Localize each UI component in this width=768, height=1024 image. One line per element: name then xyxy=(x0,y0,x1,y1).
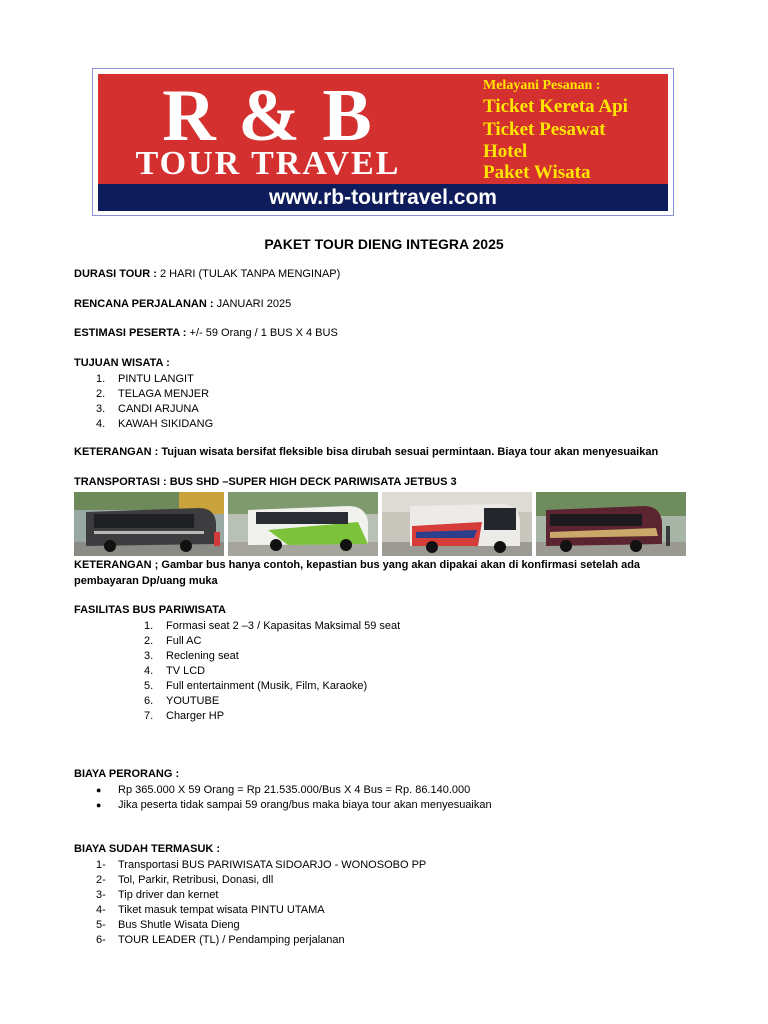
list-item: 1. PINTU LANGIT xyxy=(96,373,194,385)
website-url: www.rb-tourtravel.com xyxy=(269,186,497,209)
estimasi-value: +/- 59 Orang / 1 BUS X 4 BUS xyxy=(189,327,338,339)
list-item: 3- Tip driver dan kernet xyxy=(96,889,219,901)
estimasi-line xyxy=(74,327,338,339)
list-item: 5. Full entertainment (Musik, Film, Karaoke) xyxy=(144,680,368,692)
tujuan-heading: TUJUAN WISATA : xyxy=(74,357,170,369)
list-item: 2. TELAGA MENJER xyxy=(96,388,210,400)
list-item: 5- Bus Shutle Wisata Dieng xyxy=(96,919,240,931)
service-flight-ticket: Ticket Pesawat xyxy=(483,119,606,140)
services-heading: Melayani Pesanan : xyxy=(483,78,601,93)
termasuk-list xyxy=(96,858,426,948)
biaya-heading: BIAYA PERORANG : xyxy=(74,768,180,780)
list-item: 4- Tiket masuk tempat wisata PINTU UTAMA xyxy=(96,904,325,916)
list-item: 1- Transportasi BUS PARIWISATA SIDOARJO - WONOSOBO PP xyxy=(96,859,427,871)
fasilitas-list xyxy=(144,619,400,724)
bus-photo-4 xyxy=(536,492,686,556)
transportasi-line: TRANSPORTASI : BUS SHD –SUPER HIGH DECK PARIWISATA JETBUS 3 xyxy=(74,476,457,488)
service-tour-package: Paket Wisata xyxy=(483,162,591,183)
bus-photo-2 xyxy=(228,492,378,556)
document-title: PAKET TOUR DIENG INTEGRA 2025 xyxy=(264,236,504,252)
rencana-value: JANUARI 2025 xyxy=(216,298,292,310)
service-train-ticket: Ticket Kereta Api xyxy=(483,96,628,117)
durasi-value: 2 HARI (TULAK TANPA MENGINAP) xyxy=(159,268,341,280)
bus-photo-1 xyxy=(74,492,224,556)
rencana-line xyxy=(74,298,291,310)
list-item: 2. Full AC xyxy=(144,635,202,647)
fasilitas-heading: FASILITAS BUS PARIWISATA xyxy=(74,604,226,616)
tujuan-list xyxy=(96,372,213,432)
list-item: 4. KAWAH SIKIDANG xyxy=(96,418,214,430)
bullet-icon: ● xyxy=(96,800,102,810)
list-item: 3. Reclening seat xyxy=(144,650,239,662)
list-item: 4. TV LCD xyxy=(144,665,206,677)
list-item: 6. YOUTUBE xyxy=(144,695,220,707)
list-item: ● Rp 365.000 X 59 Orang = Rp 21.535.000/Bus X 4 Bus = Rp. 86.140.000 xyxy=(96,784,471,796)
biaya-list xyxy=(96,783,492,813)
keterangan-bus-line2: pembayaran Dp/uang muka xyxy=(74,575,218,587)
estimasi-label: ESTIMASI PESERTA : xyxy=(74,327,187,339)
service-hotel: Hotel xyxy=(483,141,528,162)
list-item: 6- TOUR LEADER (TL) / Pendamping perjalanan xyxy=(96,934,345,946)
rencana-label: RENCANA PERJALANAN : xyxy=(74,298,214,310)
list-item: 7. Charger HP xyxy=(144,710,225,722)
keterangan-tujuan: KETERANGAN : Tujuan wisata bersifat fleksible bisa dirubah sesuai permintaan. Biaya tour akan menyesuaikan xyxy=(74,446,659,458)
list-item: ● Jika peserta tidak sampai 59 orang/bus maka biaya tour akan menyesuaikan xyxy=(96,799,492,811)
bus-photo-3 xyxy=(382,492,532,556)
durasi-label: DURASI TOUR : xyxy=(74,268,157,280)
bullet-icon: ● xyxy=(96,785,102,795)
list-item: 3. CANDI ARJUNA xyxy=(96,403,199,415)
list-item: 1. Formasi seat 2 –3 / Kapasitas Maksimal 59 seat xyxy=(144,620,401,632)
durasi-line xyxy=(74,268,340,280)
keterangan-bus-line1: KETERANGAN ; Gambar bus hanya contoh, kepastian bus yang akan dipakai akan di konfirmasi setelah ada xyxy=(74,559,641,571)
termasuk-heading: BIAYA SUDAH TERMASUK : xyxy=(74,843,221,855)
brand-subtitle: TOUR TRAVEL xyxy=(135,145,401,182)
list-item: 2- Tol, Parkir, Retribusi, Donasi, dll xyxy=(96,874,274,886)
brand-name: R & B xyxy=(162,75,374,157)
